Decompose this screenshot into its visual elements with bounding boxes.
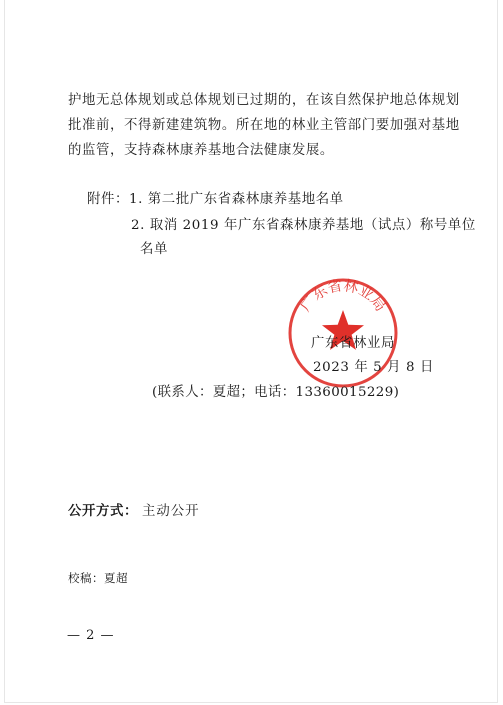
body-line-2: 批准前，不得新建建筑物。所在地的林业主管部门要加强对基地 [68,118,460,133]
attachment-item-2-continued: 名单 [140,242,168,257]
disclosure-method [68,501,200,523]
attachment-item-1: 附件：1. 第二批广东省森林康养基地名单 [87,192,344,207]
issuing-authority: 广东省林业局 [311,336,395,351]
body-line-3: 的监管，支持森林康养基地合法健康发展。 [68,143,334,158]
proofreader: 校稿：夏超 [68,571,128,585]
body-line-1: 护地无总体规划或总体规划已过期的，在该自然保护地总体规划 [68,93,460,108]
attachment-item-2: 2. 取消 2019 年广东省森林康养基地（试点）称号单位 [131,218,476,233]
contact-info: (联系人：夏超；电话：13360015229) [152,385,400,400]
svg-text:广东省林业局: 广东省林业局 [297,278,389,315]
page-number: — 2 — [67,628,115,643]
disclosure-value: 主动公开 [141,504,200,519]
disclosure-label: 公开方式： [68,504,138,519]
issue-date: 2023 年 5 月 8 日 [313,360,434,375]
